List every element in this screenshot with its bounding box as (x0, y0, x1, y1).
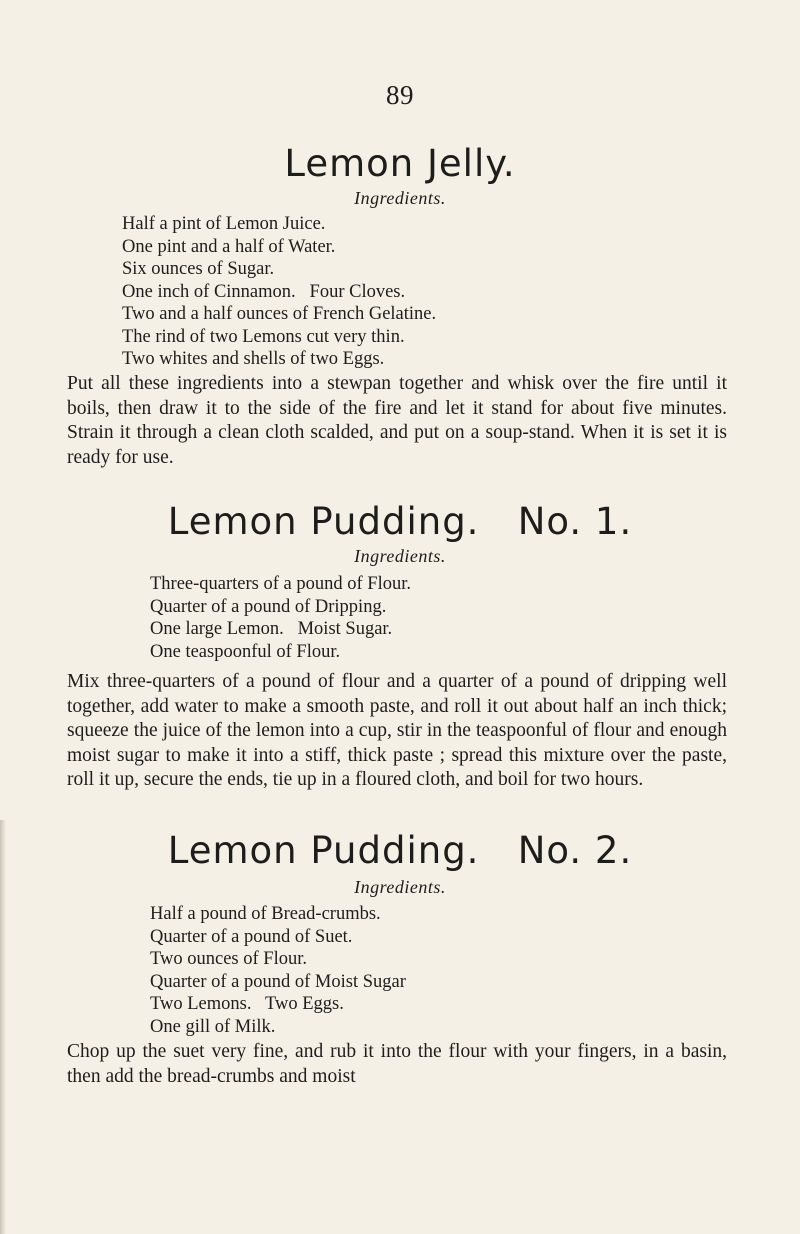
ingredient-item: One teaspoonful of Flour. (150, 641, 341, 662)
ingredient-item: One inch of Cinnamon. Four Cloves. (122, 281, 406, 302)
ingredient-item: Quarter of a pound of Moist Sugar (150, 971, 406, 992)
ingredient-item: Two ounces of Flour. (150, 949, 307, 969)
recipe-title: Lemon Pudding. No. 2. (167, 829, 633, 872)
recipe-title: Lemon Pudding. No. 1. (167, 500, 633, 543)
ingredient-item: Six ounces of Sugar. (122, 259, 275, 279)
recipe-title: Lemon Jelly. (284, 142, 516, 185)
method-paragraph: Put all these ingredients into a stewpan together and whisk over the fire until it boils, then draw it to the side of the fire and let it stand for about five minutes. Strain it through a clean cloth scalded, and put on a soup-stand. When it is set it is ready for use. (67, 373, 727, 468)
method-paragraph: Chop up the suet very fine, and rub it into the flour with your fingers, in a basin, then add the bread-crumbs and moist (67, 1041, 727, 1087)
ingredients-heading: Ingredients. (354, 188, 446, 208)
ingredients-list (150, 573, 411, 663)
ingredient-item: One gill of Milk. (150, 1016, 276, 1037)
ingredients-heading: Ingredients. (354, 546, 446, 566)
ingredient-item: Half a pint of Lemon Juice. (122, 214, 326, 234)
ingredients-heading: Ingredients. (354, 877, 446, 897)
ingredient-item: Two Lemons. Two Eggs. (150, 994, 344, 1014)
ingredient-item: Quarter of a pound of Suet. (150, 926, 353, 947)
ingredient-item: Quarter of a pound of Dripping. (150, 596, 387, 617)
ingredients-list (122, 213, 436, 371)
ingredient-item: Three-quarters of a pound of Flour. (150, 574, 411, 594)
ingredient-item: One pint and a half of Water. (122, 236, 336, 257)
ingredient-item: Two whites and shells of two Eggs. (122, 349, 385, 369)
ingredient-item: The rind of two Lemons cut very thin. (122, 326, 405, 347)
ingredients-list (150, 903, 406, 1038)
page-number: 89 (386, 80, 414, 110)
ingredient-item: Half a pound of Bread-crumbs. (150, 904, 381, 924)
ingredient-item: One large Lemon. Moist Sugar. (150, 619, 393, 639)
ingredient-item: Two and a half ounces of French Gelatine. (122, 304, 437, 324)
method-paragraph: Mix three-quarters of a pound of flour and a quarter of a pound of dripping well together, add water to make a smooth paste, and roll it out about half an inch thick; squeeze the juice of the lemon into a cup, stir in the teaspoonful of flour and enough moist sugar to make it into a stiff, thick paste ; spread this mixture over the paste, roll it up, secure the ends, tie up in a floured cloth, and boil for two hours. (67, 671, 727, 790)
